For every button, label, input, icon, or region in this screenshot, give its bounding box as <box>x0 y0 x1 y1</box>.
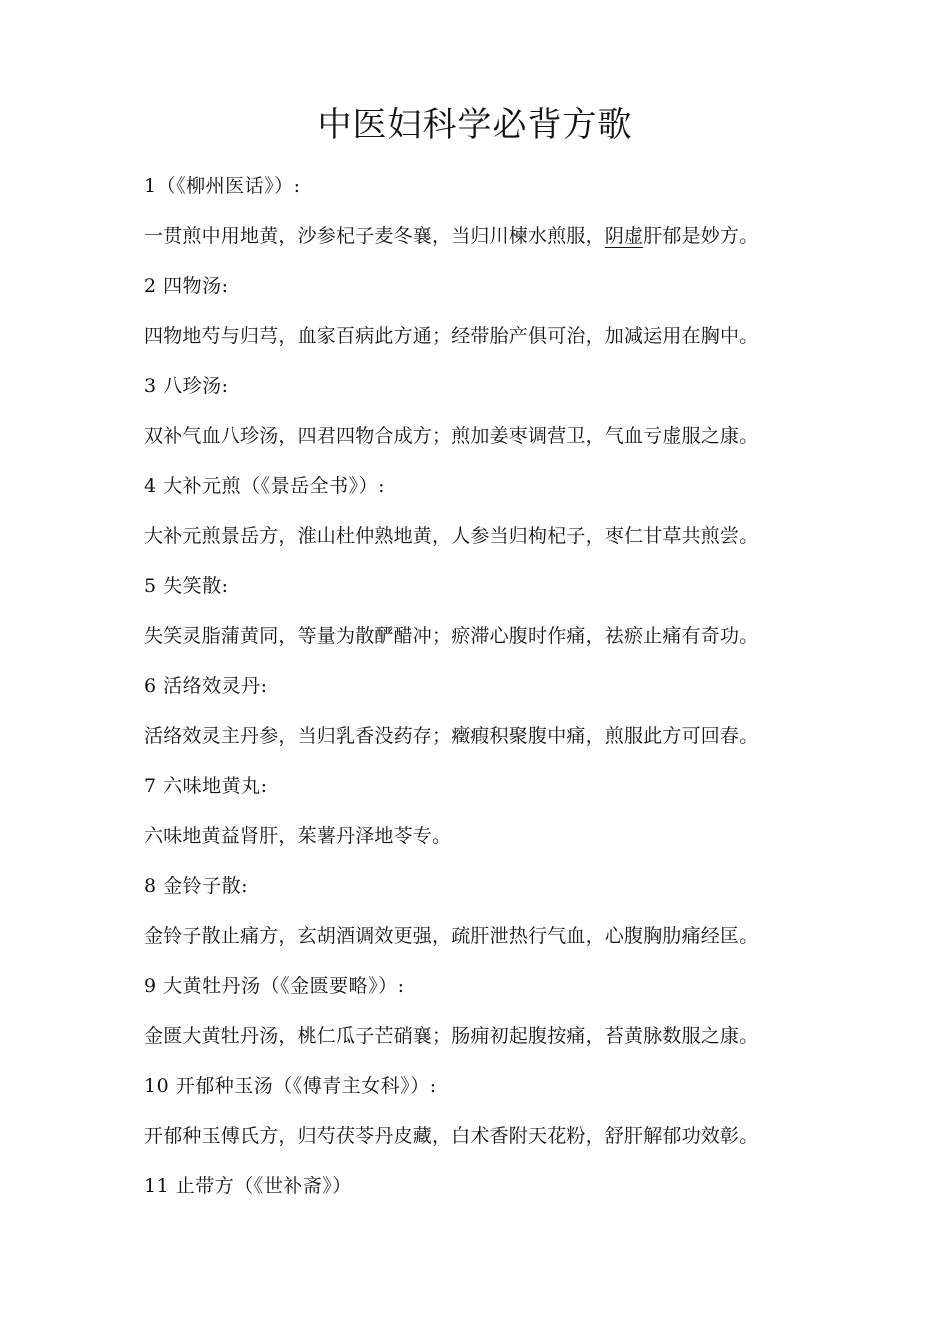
verse-text-before: 一贯煎中用地黄，沙参杞子麦冬襄，当归川楝水煎服， <box>144 225 605 247</box>
formula-heading-5: 5 失笑散: <box>144 575 229 597</box>
formula-verse-1 <box>144 216 824 266</box>
document-body <box>144 166 824 1216</box>
formula-heading-10: 10 开郁种玉汤（《傅青主女科》）: <box>144 1075 437 1097</box>
formula-heading-8: 8 金铃子散: <box>144 875 249 897</box>
formula-heading-11: 11 止带方（《世补斋》） <box>144 1175 352 1197</box>
formula-verse-7: 六味地黄益肾肝，茱薯丹泽地苓专。 <box>144 825 452 847</box>
formula-heading-4: 4 大补元煎（《景岳全书》）: <box>144 475 386 497</box>
formula-verse-2: 四物地芍与归芎，血家百病此方通；经带胎产俱可治，加减运用在胸中。 <box>144 325 759 347</box>
formula-verse-5: 失笑灵脂蒲黄同，等量为散酽醋冲；瘀滞心腹时作痛，祛瘀止痛有奇功。 <box>144 625 759 647</box>
underlined-term: 阴虚 <box>604 225 644 247</box>
formula-heading-6: 6 活络效灵丹: <box>144 675 268 697</box>
formula-verse-8: 金铃子散止痛方，玄胡酒调效更强，疏肝泄热行气血，心腹胸肋痛经匡。 <box>144 925 759 947</box>
formula-heading-7: 7 六味地黄丸: <box>144 775 268 797</box>
formula-verse-10: 开郁种玉傅氏方，归芍茯苓丹皮藏，白术香附天花粉，舒肝解郁功效彰。 <box>144 1125 759 1147</box>
formula-verse-4: 大补元煎景岳方，淮山杜仲熟地黄，人参当归枸杞子，枣仁甘草共煎尝。 <box>144 525 759 547</box>
formula-heading-9: 9 大黄牡丹汤（《金匮要略》）: <box>144 975 405 997</box>
verse-text-after: 肝郁是妙方。 <box>643 225 759 247</box>
formula-heading-3: 3 八珍汤: <box>144 375 229 397</box>
formula-heading-1: 1（《柳州医话》）: <box>144 175 301 197</box>
document-title: 中医妇科学必背方歌 <box>317 105 633 145</box>
formula-verse-3: 双补气血八珍汤，四君四物合成方；煎加姜枣调营卫，气血亏虚服之康。 <box>144 425 759 447</box>
formula-heading-2: 2 四物汤: <box>144 275 229 297</box>
formula-verse-9: 金匮大黄牡丹汤，桃仁瓜子芒硝襄；肠痈初起腹按痛，苔黄脉数服之康。 <box>144 1025 759 1047</box>
formula-verse-6: 活络效灵主丹参，当归乳香没药存；癥瘕积聚腹中痛，煎服此方可回春。 <box>144 725 759 747</box>
